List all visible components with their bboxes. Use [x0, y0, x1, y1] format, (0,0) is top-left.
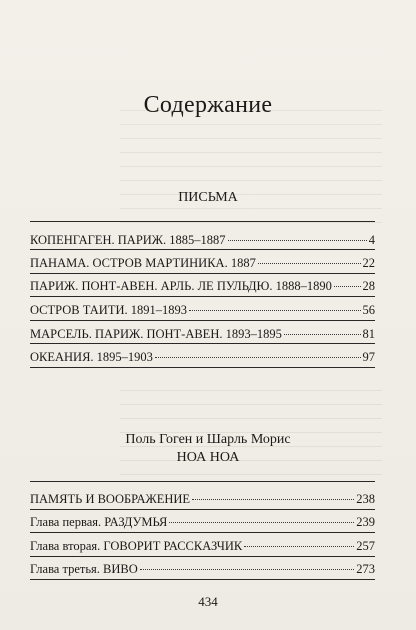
- row-divider: [30, 556, 375, 557]
- dot-leader: [140, 569, 354, 570]
- section-heading-letters: ПИСЬМА: [178, 190, 238, 205]
- toc-entry-label: Глава третья. ВИВО: [30, 562, 138, 576]
- page-title: Содержание: [143, 92, 273, 118]
- toc-entry[interactable]: [30, 326, 375, 342]
- toc-entry-label: ПАНАМА. ОСТРОВ МАРТИНИКА. 1887: [30, 256, 256, 270]
- toc-entry-page: 4: [368, 233, 375, 247]
- toc-entry-page: 56: [362, 303, 375, 317]
- dot-leader: [258, 263, 361, 264]
- toc-entry-label: Глава первая. РАЗДУМЬЯ: [30, 515, 168, 529]
- toc-entry-page: 239: [356, 515, 375, 529]
- row-divider: [30, 273, 375, 274]
- row-divider: [30, 343, 375, 344]
- row-divider: [30, 509, 375, 510]
- row-divider: [30, 249, 375, 250]
- dot-leader: [192, 499, 354, 500]
- toc-entry[interactable]: [30, 255, 375, 271]
- toc-entry-label: Глава вторая. ГОВОРИТ РАССКАЗЧИК: [30, 539, 243, 553]
- dot-leader: [244, 546, 354, 547]
- toc-entry[interactable]: [30, 278, 375, 294]
- toc-entry-label: ОКЕАНИЯ. 1895–1903: [30, 350, 153, 364]
- toc-entry-label: КОПЕНГАГЕН. ПАРИЖ. 1885–1887: [30, 233, 226, 247]
- row-divider: [30, 367, 375, 368]
- row-divider: [30, 532, 375, 533]
- dot-leader: [228, 240, 367, 241]
- toc-entry-label: ПАМЯТЬ И ВООБРАЖЕНИЕ: [30, 492, 191, 506]
- toc-entry[interactable]: [30, 349, 375, 365]
- page-number: 434: [198, 594, 218, 609]
- section-top-rule: [30, 221, 375, 222]
- row-divider: [30, 320, 375, 321]
- toc-entry-page: 22: [362, 256, 375, 270]
- toc-entry-label: ОСТРОВ ТАИТИ. 1891–1893: [30, 303, 187, 317]
- toc-entry[interactable]: [30, 491, 375, 507]
- toc-entry[interactable]: [30, 514, 375, 530]
- toc-entry-page: 273: [356, 562, 375, 576]
- toc-entry-page: 257: [356, 539, 375, 553]
- toc-entry[interactable]: [30, 232, 375, 248]
- section-authors: Поль Гоген и Шарль Морис: [125, 432, 291, 447]
- toc-entry-page: 238: [356, 492, 375, 506]
- dot-leader: [169, 522, 354, 523]
- section-heading-noa-noa: НОА НОА: [176, 450, 240, 465]
- toc-entry-page: 28: [362, 279, 375, 293]
- toc-entry-label: МАРСЕЛЬ. ПАРИЖ. ПОНТ-АВЕН. 1893–1895: [30, 327, 282, 341]
- toc-entry-label: ПАРИЖ. ПОНТ-АВЕН. АРЛЬ. ЛЕ ПУЛЬДЮ. 1888–1890: [30, 279, 332, 293]
- dot-leader: [189, 310, 361, 311]
- row-divider: [30, 579, 375, 580]
- dot-leader: [284, 334, 361, 335]
- toc-entry[interactable]: [30, 302, 375, 318]
- toc-entry[interactable]: [30, 561, 375, 577]
- section-top-rule: [30, 481, 375, 482]
- toc-entry-page: 81: [362, 327, 375, 341]
- dot-leader: [334, 286, 361, 287]
- toc-entry[interactable]: [30, 538, 375, 554]
- row-divider: [30, 296, 375, 297]
- dot-leader: [155, 357, 361, 358]
- toc-entry-page: 97: [362, 350, 375, 364]
